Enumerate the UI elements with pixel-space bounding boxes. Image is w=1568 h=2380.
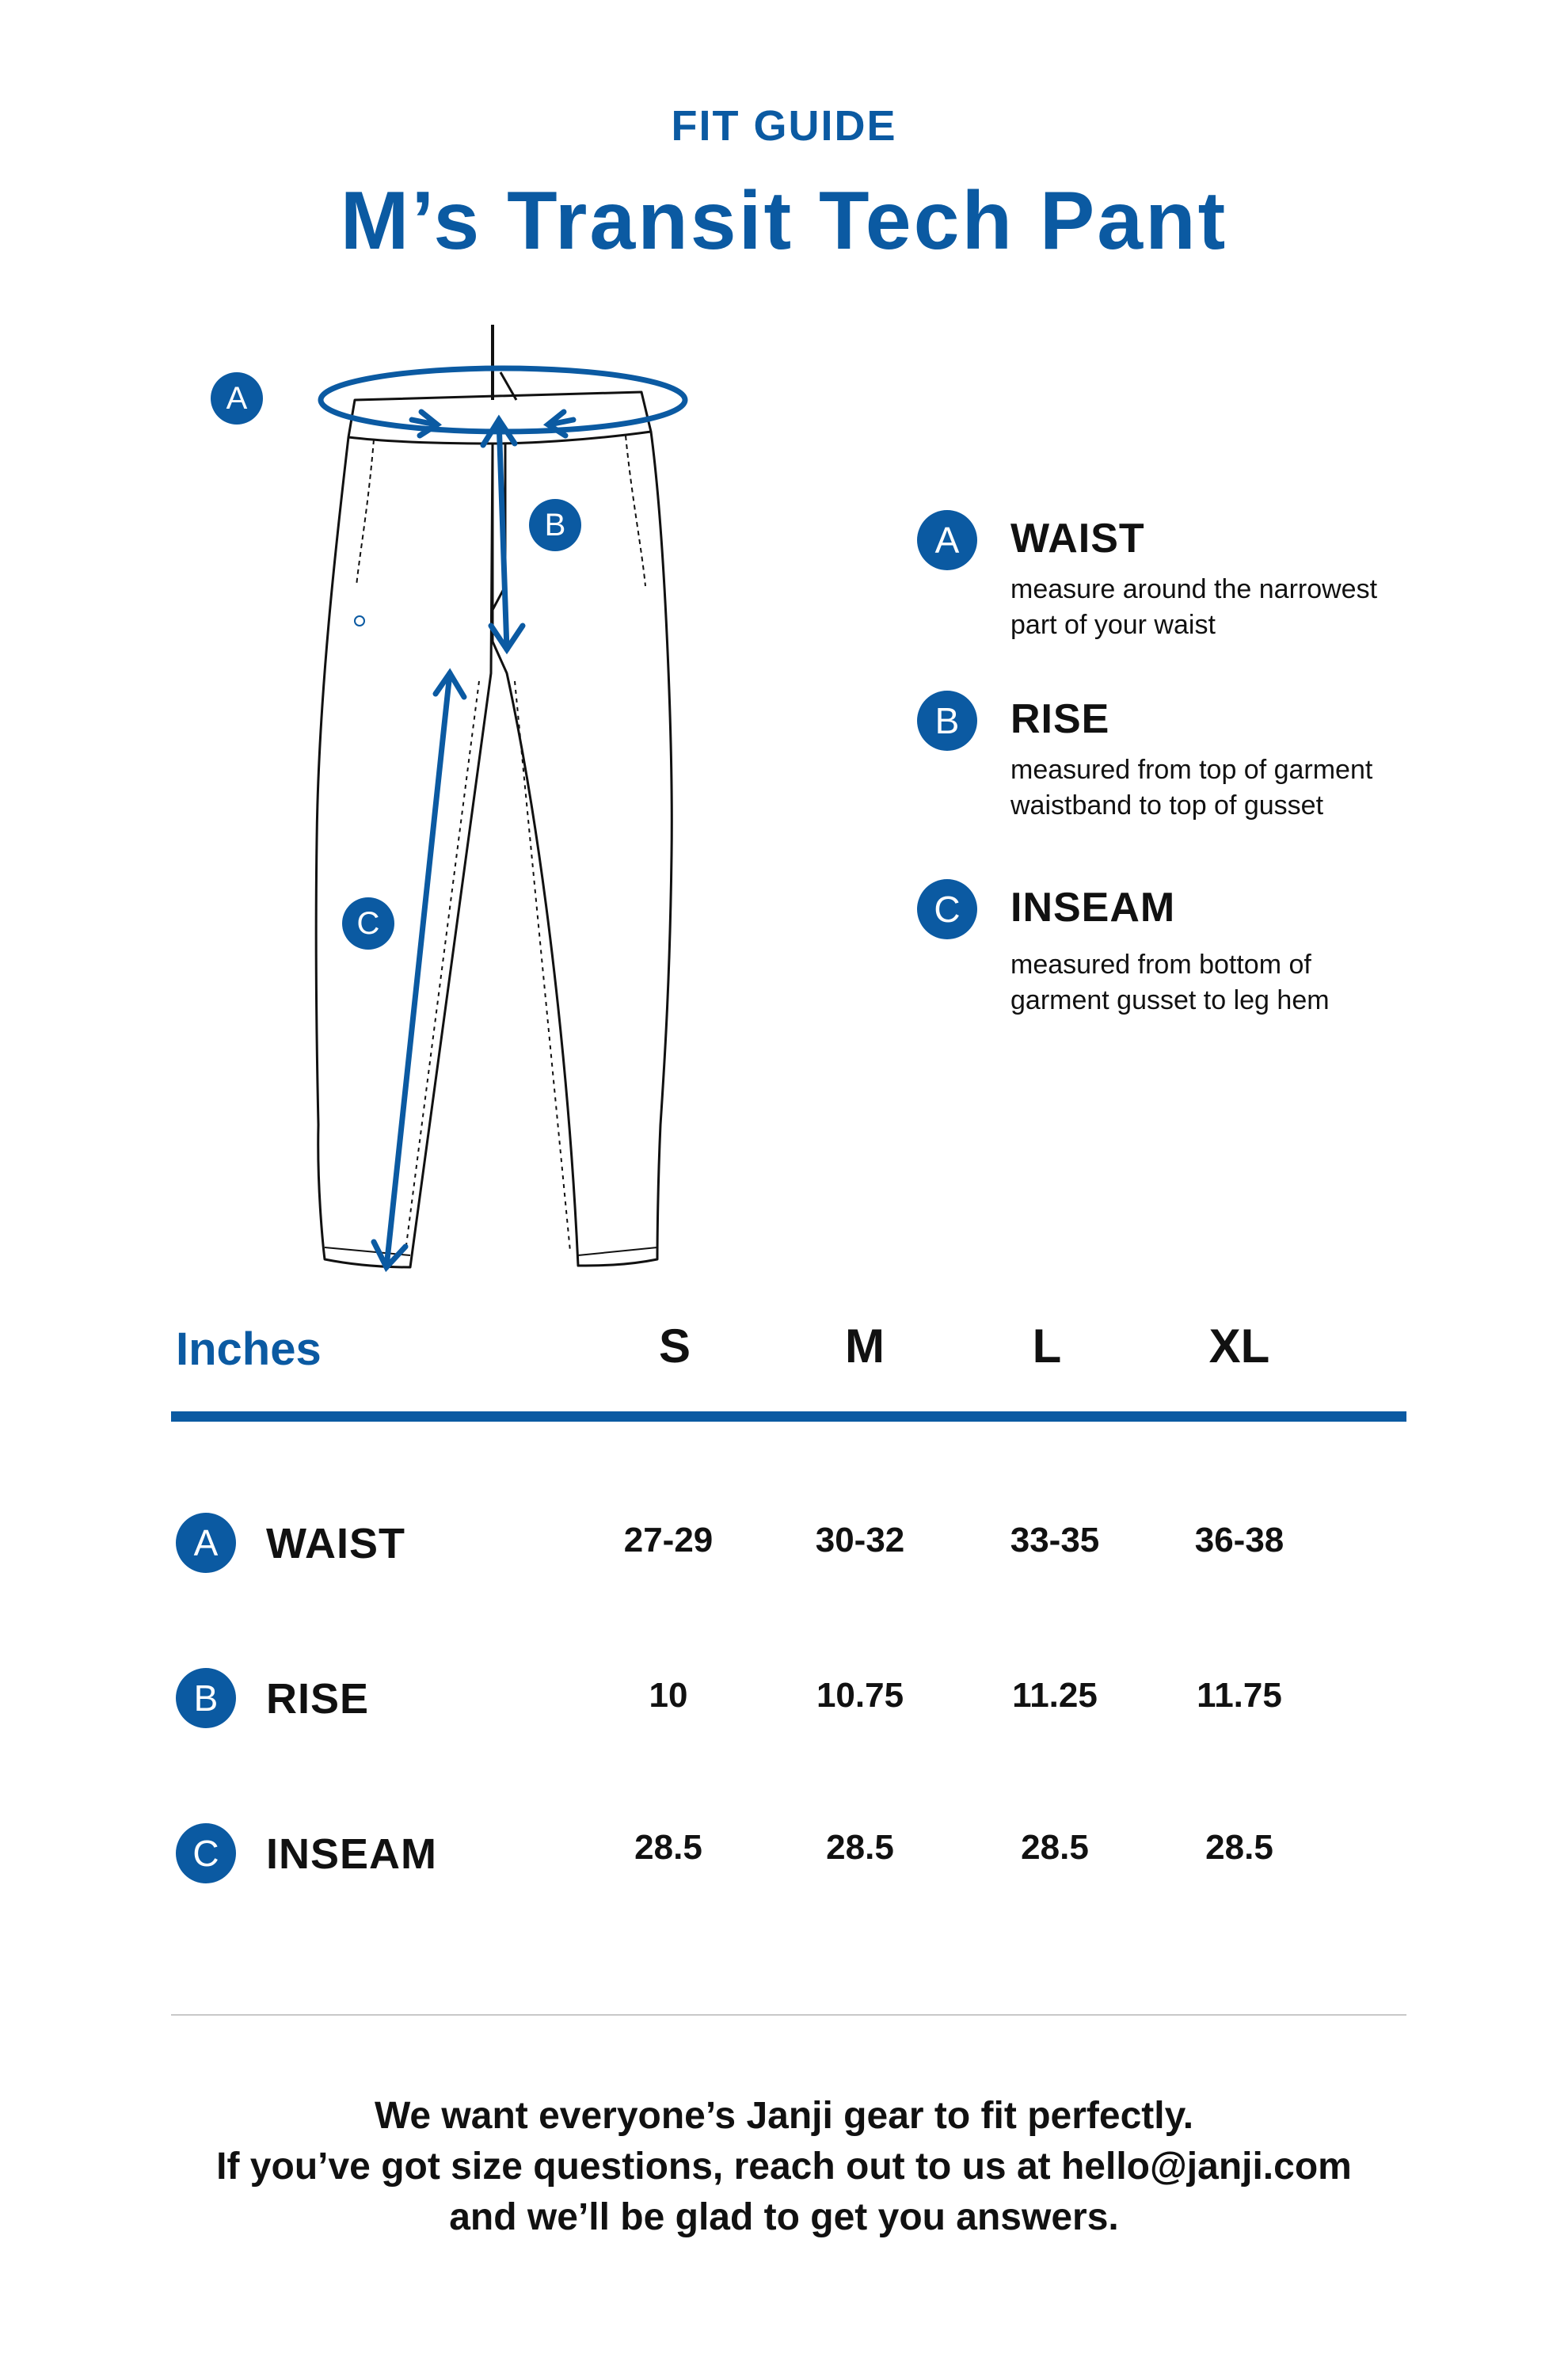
row-badge-c: C (176, 1823, 236, 1883)
legend-title: INSEAM (1010, 885, 1176, 931)
legend-desc-line: measured from bottom of (1010, 950, 1311, 980)
pant-diagram (198, 301, 721, 1283)
rise-measure-line (483, 420, 523, 649)
table-cell: 10 (649, 1676, 688, 1715)
legend-desc-line: garment gusset to leg hem (1010, 985, 1330, 1015)
legend-badge: C (917, 879, 977, 939)
footer-message (0, 2091, 1568, 2243)
legend-title: WAIST (1010, 516, 1145, 562)
legend-desc-line: part of your waist (1010, 610, 1216, 640)
table-cell: 27-29 (623, 1521, 714, 1559)
legend-badge: B (917, 691, 977, 751)
footer-divider (171, 2014, 1406, 2016)
table-cell: 30-32 (815, 1521, 905, 1559)
row-label-inseam: INSEAM (266, 1830, 438, 1878)
legend-desc-line: measure around the narrowest (1010, 574, 1378, 604)
table-cell: 28.5 (634, 1828, 702, 1867)
legend-desc-line: waistband to top of gusset (1010, 790, 1324, 821)
diagram-badge-a: A (211, 372, 263, 425)
units-label: Inches (176, 1323, 322, 1375)
size-header-m: M (845, 1319, 885, 1373)
size-header-xl: XL (1208, 1319, 1270, 1373)
footer-line: If you’ve got size questions, reach out to us at hello@janji.com (216, 2146, 1352, 2188)
page-title: M’s Transit Tech Pant (340, 175, 1228, 267)
size-header-s: S (658, 1319, 691, 1373)
table-cell: 28.5 (826, 1828, 894, 1867)
diagram-badge-b: B (529, 499, 581, 551)
legend-description (1010, 752, 1517, 824)
table-cell: 11.75 (1197, 1676, 1282, 1715)
legend-title: RISE (1010, 696, 1110, 742)
legend-desc-line: measured from top of garment (1010, 755, 1373, 785)
legend-badge: A (917, 510, 977, 570)
legend-description (1010, 572, 1517, 643)
table-cell: 10.75 (816, 1676, 904, 1715)
table-cell: 28.5 (1021, 1828, 1089, 1867)
diagram-badge-c: C (342, 897, 394, 950)
row-badge-b: B (176, 1668, 236, 1728)
row-badge-a: A (176, 1513, 236, 1573)
row-label-waist: WAIST (266, 1520, 405, 1567)
row-label-rise: RISE (266, 1675, 370, 1723)
pant-outline (316, 325, 672, 1267)
table-cell: 36-38 (1194, 1521, 1284, 1559)
legend-description (1010, 947, 1517, 1019)
footer-line: and we’ll be glad to get you answers. (449, 2196, 1119, 2238)
kicker: FIT GUIDE (671, 102, 897, 150)
table-header-divider (171, 1411, 1406, 1422)
footer-line: We want everyone’s Janji gear to fit perfectly. (374, 2095, 1194, 2137)
table-cell: 11.25 (1012, 1676, 1098, 1715)
table-cell: 33-35 (1010, 1521, 1100, 1559)
size-header-l: L (1032, 1319, 1062, 1373)
table-cell: 28.5 (1205, 1828, 1273, 1867)
